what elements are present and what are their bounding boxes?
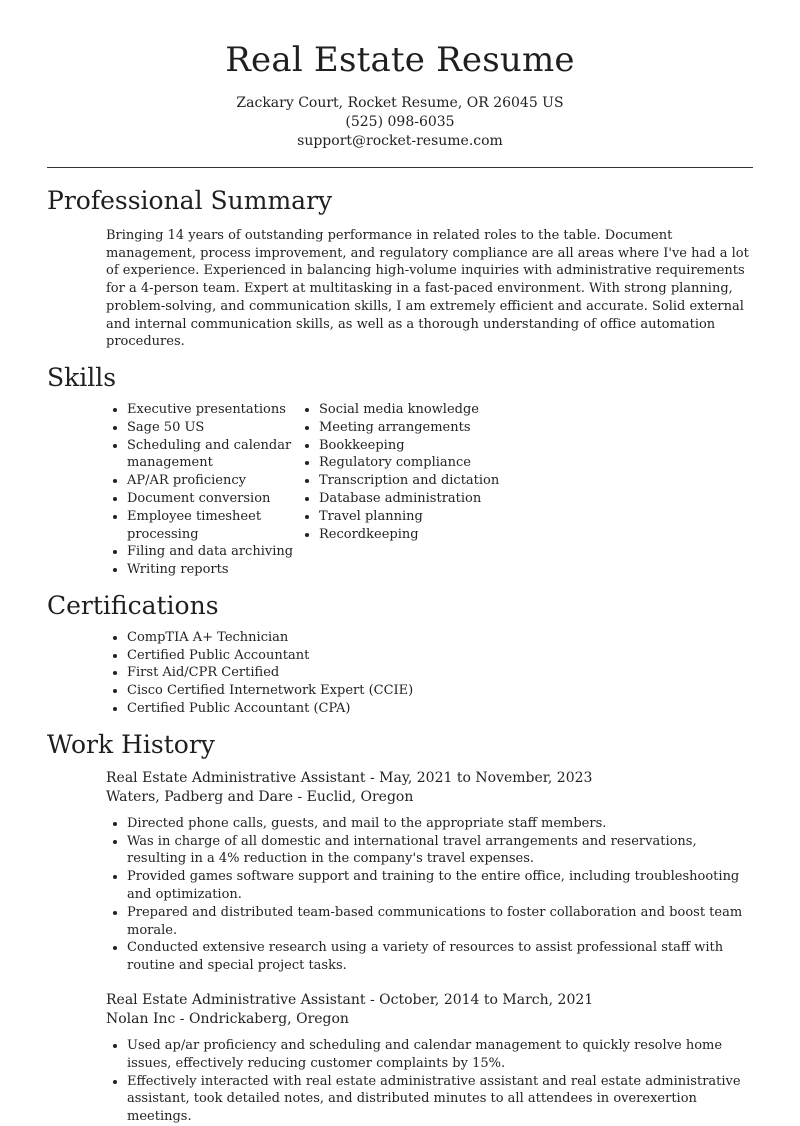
- skill-item: • Social media knowledge: [319, 401, 499, 419]
- job-bullet: • Was in charge of all domestic and international travel arrangements and reservations, resulting in a 4% reduction in the company's travel expenses.: [127, 833, 753, 869]
- job-role-line: Real Estate Administrative Assistant - October, 2014 to March, 2021: [106, 992, 594, 1009]
- skill-item: • AP/AR proficiency: [127, 472, 319, 490]
- certification-item: • Cisco Certified Internetwork Expert (CCIE): [127, 682, 800, 700]
- skill-item: • Filing and data archiving: [127, 543, 319, 561]
- job-bullet: • Used ap/ar proficiency and scheduling and calendar management to quickly resolve home issues, effectively reducing customer complaints by 15%.: [127, 1037, 753, 1073]
- skill-item: • Sage 50 US: [127, 419, 319, 437]
- skills-column-left: [0, 401, 319, 579]
- certifications-heading: Certifications: [47, 590, 219, 620]
- certification-item: • CompTIA A+ Technician: [127, 629, 800, 647]
- skills-section: [0, 363, 800, 579]
- phone: (525) 098-6035: [345, 114, 455, 130]
- job-company-line: Waters, Padberg and Dare - Euclid, Oregon: [106, 788, 414, 805]
- certifications-section: [0, 591, 800, 718]
- email: support@rocket-resume.com: [297, 133, 503, 149]
- job-bullet: • Provided games software support and training to the entire office, including troubleshooting and optimization.: [127, 868, 753, 904]
- job-company-line: Nolan Inc - Ondrickaberg, Oregon: [106, 1011, 349, 1028]
- resume-title: Real Estate Resume: [225, 40, 575, 80]
- skill-item: • Database administration: [319, 490, 499, 508]
- skill-item: • Travel planning: [319, 508, 499, 526]
- skills-columns: [0, 401, 800, 579]
- address: Zackary Court, Rocket Resume, OR 26045 US: [236, 95, 564, 111]
- skill-item: • Recordkeeping: [319, 526, 499, 544]
- job-bullet: • Prepared and distributed team-based communications to foster collaboration and boost team morale.: [127, 904, 753, 940]
- resume-header: [0, 0, 800, 151]
- skill-item: • Bookkeeping: [319, 437, 499, 455]
- job-role-line: Real Estate Administrative Assistant - May, 2021 to November, 2023: [106, 769, 593, 786]
- work-history-heading: Work History: [47, 729, 215, 759]
- header-divider: [47, 167, 753, 168]
- skill-item: • Regulatory compliance: [319, 454, 499, 472]
- skill-item: • Meeting arrangements: [319, 419, 499, 437]
- job-entry: [0, 991, 800, 1126]
- work-history-section: [0, 730, 800, 1126]
- summary-text: Bringing 14 years of outstanding performance in related roles to the table. Document management, process improvement, and regulatory compliance are all areas where I've had a lot of experience. Experienced in balancing high-volume inquiries with administrative requirements for a 4-person team. Expert at multitasking in a fast-paced environment. With strong planning, problem-solving, and communication skills, I am extremely efficient and accurate. Solid external and internal communication skills, as well as a thorough understanding of office automation procedures.: [106, 228, 749, 350]
- skill-item: • Document conversion: [127, 490, 319, 508]
- skill-item: • Scheduling and calendar management: [127, 437, 319, 473]
- summary-heading: Professional Summary: [47, 186, 333, 215]
- skills-heading: Skills: [47, 362, 117, 392]
- job-entry: [0, 769, 800, 975]
- job-bullet: • Directed phone calls, guests, and mail to the appropriate staff members.: [127, 815, 753, 833]
- skill-item: • Executive presentations: [127, 401, 319, 419]
- certification-item: • First Aid/CPR Certified: [127, 664, 800, 682]
- skill-item: • Transcription and dictation: [319, 472, 499, 490]
- job-bullets: [127, 815, 753, 975]
- certifications-list: [127, 629, 800, 718]
- job-bullets: [127, 1037, 753, 1126]
- skill-item: • Writing reports: [127, 561, 319, 579]
- job-bullet: • Conducted extensive research using a variety of resources to assist professional staff with routine and special project tasks.: [127, 939, 753, 975]
- job-bullet: • Effectively interacted with real estate administrative assistant and real estate administrative assistant, took detailed notes, and distributed minutes to all attendees in overexertion meetings.: [127, 1073, 753, 1126]
- summary-section: [0, 186, 800, 351]
- certification-item: • Certified Public Accountant (CPA): [127, 700, 800, 718]
- skill-item: • Employee timesheet processing: [127, 508, 319, 544]
- certification-item: • Certified Public Accountant: [127, 647, 800, 665]
- skills-column-right: [319, 401, 499, 579]
